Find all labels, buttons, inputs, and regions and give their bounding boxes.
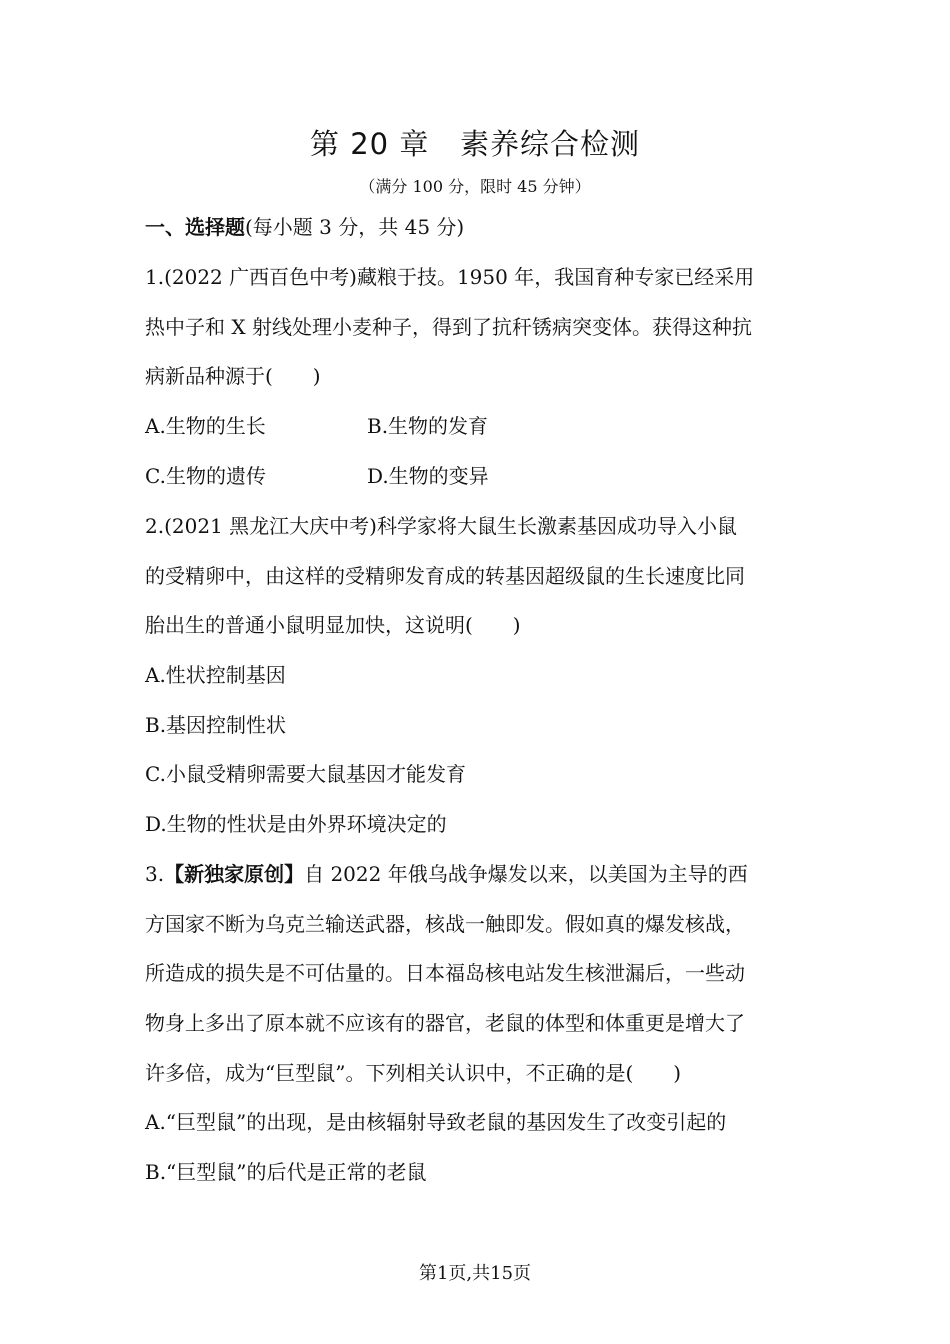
- q3-tag: 【新独家原创】: [164, 862, 305, 886]
- section-heading: 一、选择题: [145, 215, 245, 239]
- q1-option-d: D.生物的变异: [367, 464, 489, 488]
- q3-line-1-text: 自 2022 年俄乌战争爆发以来，以美国为主导的西: [304, 862, 748, 886]
- page-footer: 第1页,共15页: [418, 1263, 532, 1284]
- q2-option-d: D.生物的性状是由外界环境决定的: [145, 812, 447, 836]
- q3-line-2: 方国家不断为乌克兰输送武器，核战一触即发。假如真的爆发核战，: [145, 912, 745, 936]
- q1-options-row-2: [145, 462, 489, 490]
- q1-option-c: C.生物的遗传: [145, 464, 266, 488]
- q3-number: 3.: [145, 862, 165, 886]
- q2-line-1: 2.(2021 黑龙江大庆中考)科学家将大鼠生长激素基因成功导入小鼠: [145, 514, 737, 538]
- q1-line-2: 热中子和 X 射线处理小麦种子，得到了抗秆锈病突变体。获得这种抗: [145, 315, 752, 339]
- q2-line-3: 胎出生的普通小鼠明显加快，这说明( ): [145, 613, 521, 637]
- section-heading-row: [145, 213, 464, 241]
- q3-line-3: 所造成的损失是不可估量的。日本福岛核电站发生核泄漏后，一些动: [145, 961, 745, 985]
- q1-option-a: A.生物的生长: [145, 414, 266, 438]
- q1-option-b: B.生物的发育: [367, 414, 489, 438]
- q3-line-5: 许多倍，成为“巨型鼠”。下列相关认识中，不正确的是( ): [145, 1061, 682, 1085]
- q3-option-b: B.“巨型鼠”的后代是正常的老鼠: [145, 1160, 427, 1184]
- q2-option-c: C.小鼠受精卵需要大鼠基因才能发育: [145, 762, 466, 786]
- q2-line-2: 的受精卵中，由这样的受精卵发育成的转基因超级鼠的生长速度比同: [145, 564, 745, 588]
- page-subtitle: （满分 100 分，限时 45 分钟）: [359, 177, 591, 196]
- q1-line-1: 1.(2022 广西百色中考)藏粮于技。1950 年，我国育种专家已经采用: [145, 265, 755, 289]
- q1-line-3: 病新品种源于( ): [145, 364, 321, 388]
- q2-option-a: A.性状控制基因: [145, 663, 286, 687]
- q2-option-b: B.基因控制性状: [145, 713, 287, 737]
- page-title: 第 20 章 素养综合检测: [310, 127, 640, 161]
- q3-line-1: [145, 860, 748, 888]
- q1-options-row-1: [145, 412, 488, 440]
- section-note: (每小题 3 分，共 45 分): [245, 215, 465, 239]
- q3-option-a: A.“巨型鼠”的出现，是由核辐射导致老鼠的基因发生了改变引起的: [145, 1110, 727, 1134]
- q3-line-4: 物身上多出了原本就不应该有的器官，老鼠的体型和体重更是增大了: [145, 1011, 745, 1035]
